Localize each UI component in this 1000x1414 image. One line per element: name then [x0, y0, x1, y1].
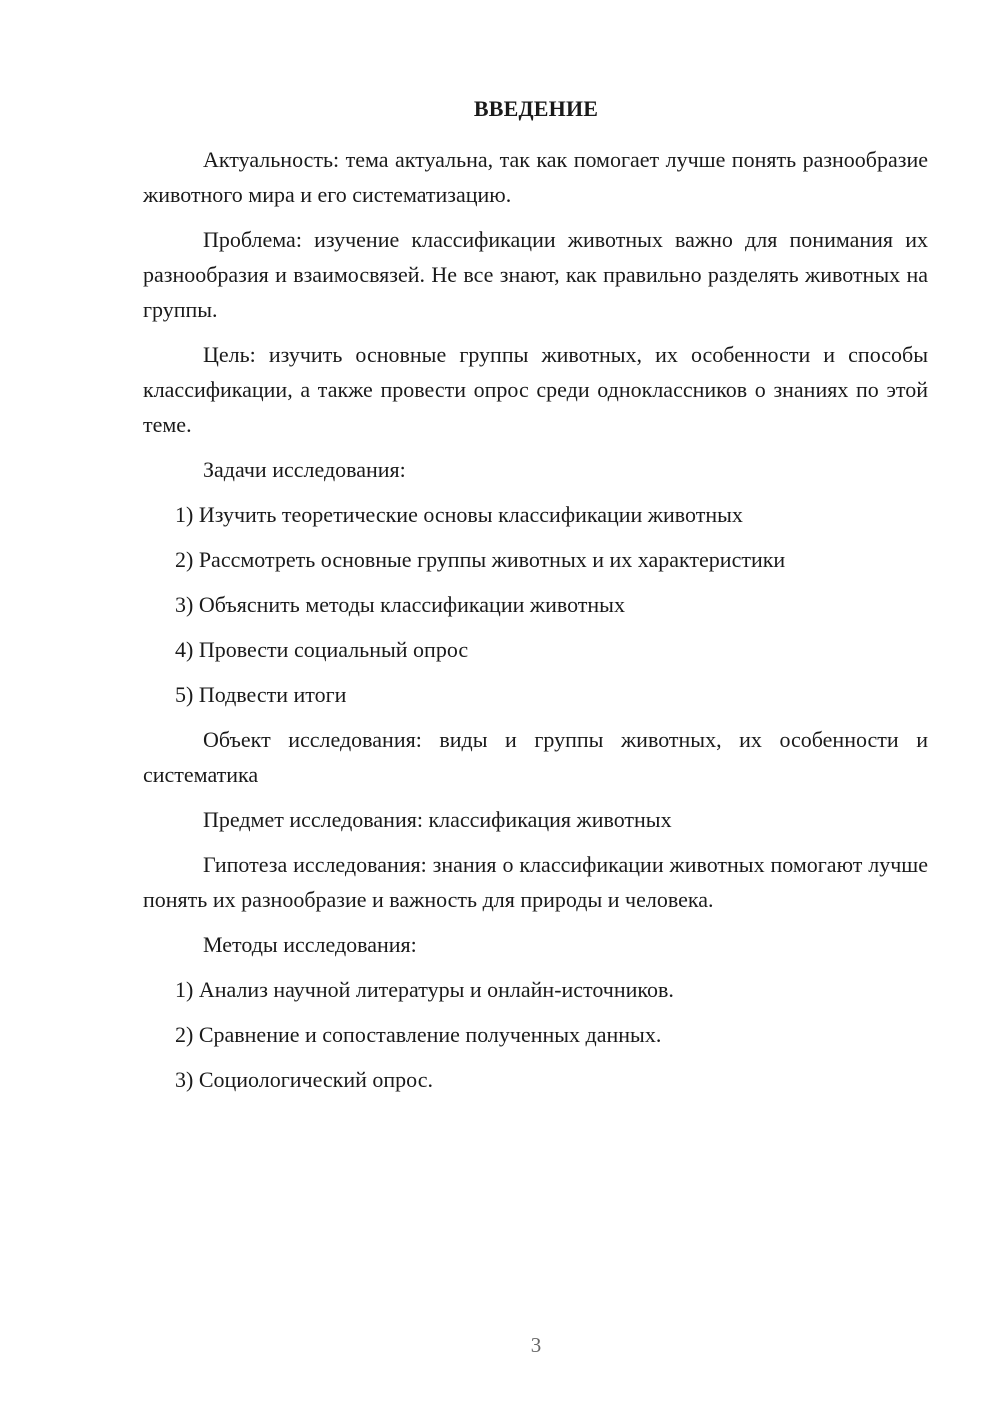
- section-title: ВВЕДЕНИЕ: [473, 96, 599, 121]
- method-item: 3) Социологический опрос.: [175, 1067, 433, 1092]
- page-number: 3: [530, 1333, 542, 1357]
- relevance-paragraph: Актуальность: тема актуальна, так как помогает лучше понять разнообразие животного мира и его систематизацию.: [143, 147, 928, 207]
- method-item: 2) Сравнение и сопоставление полученных данных.: [175, 1022, 662, 1047]
- methods-heading: Методы исследования:: [203, 932, 417, 957]
- document-body: [143, 142, 928, 1107]
- task-item: 3) Объяснить методы классификации животных: [175, 592, 625, 617]
- object-paragraph: Объект исследования: виды и группы животных, их особенности и систематика: [143, 727, 928, 787]
- subject-paragraph: Предмет исследования: классификация животных: [203, 807, 672, 832]
- task-item: 2) Рассмотреть основные группы животных и их характеристики: [175, 547, 786, 572]
- task-item: 4) Провести социальный опрос: [175, 637, 469, 662]
- task-item: 1) Изучить теоретические основы классификации животных: [175, 502, 743, 527]
- method-item: 1) Анализ научной литературы и онлайн-источников.: [175, 977, 674, 1002]
- problem-paragraph: Проблема: изучение классификации животных важно для понимания их разнообразия и взаимосвязей. Не все знают, как правильно разделять животных на группы.: [143, 227, 928, 322]
- hypothesis-paragraph: Гипотеза исследования: знания о классификации животных помогают лучше понять их разнообразие и важность для природы и человека.: [143, 852, 928, 912]
- task-item: 5) Подвести итоги: [175, 682, 347, 707]
- tasks-heading: Задачи исследования:: [203, 457, 406, 482]
- goal-paragraph: Цель: изучить основные группы животных, их особенности и способы классификации, а также провести опрос среди одноклассников о знаниях по этой теме.: [143, 342, 928, 437]
